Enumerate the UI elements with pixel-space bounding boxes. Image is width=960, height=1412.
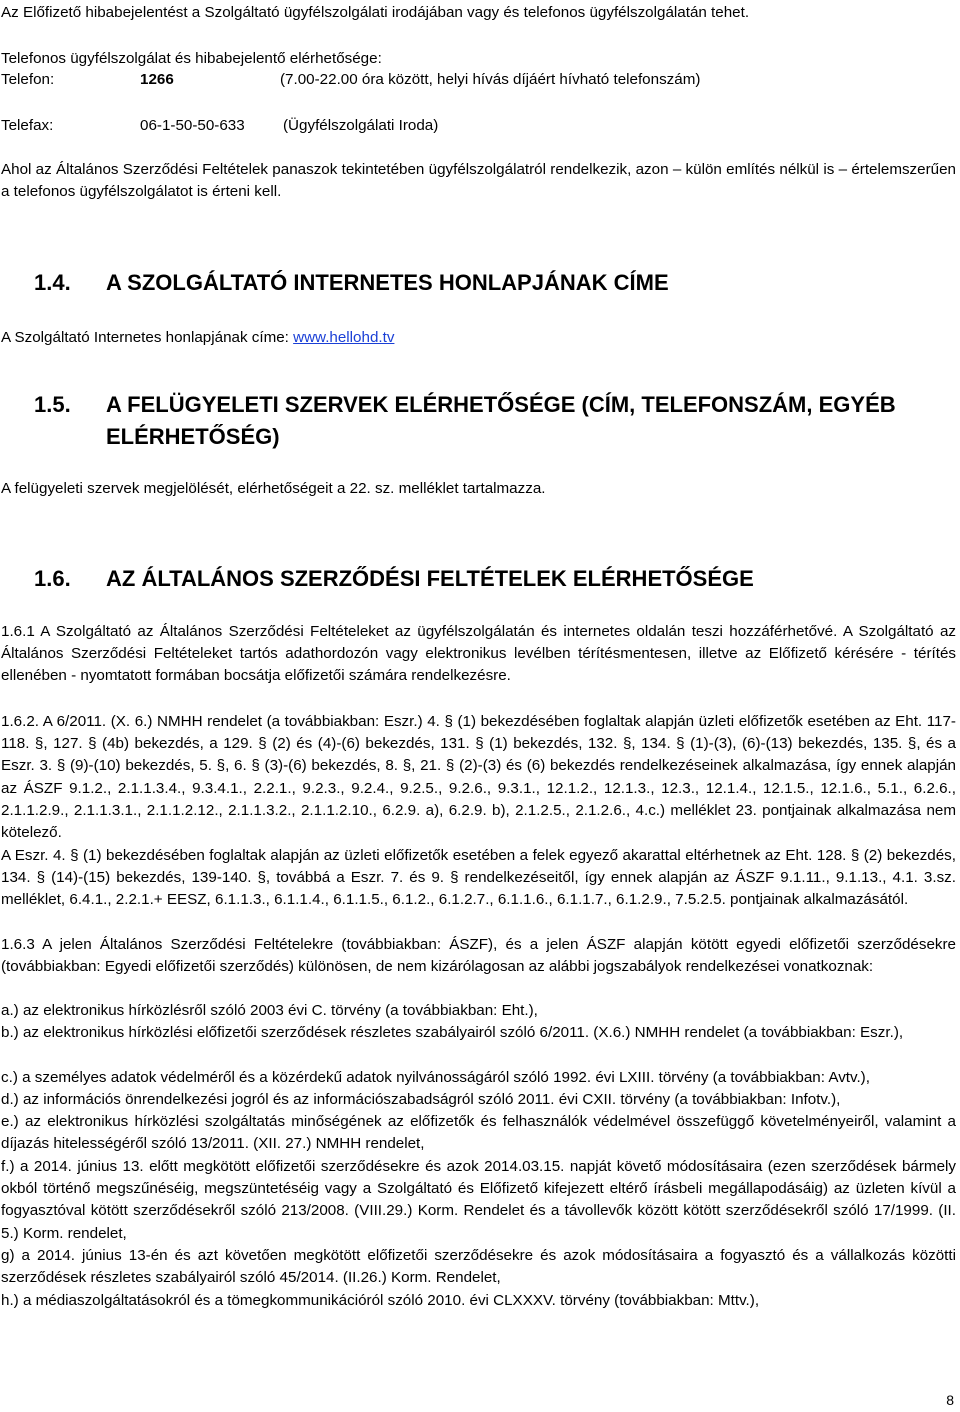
list-item: f.) a 2014. június 13. előtt megkötött előfizetői szerződésekre és azok 2014.03.15. napját követő módosításaira (ezen szerződések bármely okból történő megszűnéséig, megszüntetéséig vagy a Szolgáltató és Előfizető kifejezett eltérő írásbeli megállapodásáig) az üzleten kívül a fogyasztóval kötött szerződésekről szóló 213/2008. (VIII.29.) Korm. Rendelet és a távollevők között kötött szerződésekről szóló 17/1999. (II. 5.) Korm. rendelet, xyxy=(1,1158,956,1242)
section-heading-1-6 xyxy=(34,566,754,592)
section-heading-1-5 xyxy=(34,392,896,418)
list-item: c.) a személyes adatok védelméről és a közérdekű adatok nyilvánosságáról szóló 1992. évi LXIII. törvény (a továbbiakban: Avtv.), xyxy=(1,1069,870,1086)
homepage-line xyxy=(1,328,394,347)
paragraph-1-6-1: 1.6.1 A Szolgáltató az Általános Szerződési Feltételeket az ügyfélszolgálatán és internetes oldalán teszi hozzáférhetővé. A Szolgáltató az Általános Szerződési Feltételeket tartós adathordozón vagy elektronikus levélben térítésmentesen, illetve az Előfizető kérésére - térítés ellenében - nyomtatott formában bocsátja előfizetői számára rendelkezésre. xyxy=(1,623,956,685)
list-item: h.) a médiaszolgáltatásokról és a tömegkommunikációról szóló 2010. évi CLXXXV. törvény (továbbiakban: Mttv.), xyxy=(1,1292,760,1309)
paragraph-1-6-2: 1.6.2. A 6/2011. (X. 6.) NMHH rendelet (a továbbiakban: Eszr.) 4. § (1) bekezdésében foglaltak alapján üzleti előfizetők esetében az Eht. 117-118. §, 127. § (4b) bekezdés, a 129. § (2) és (4)-(6) bekezdés, 131. § (1) bekezdés, 132. §, 134. § (1)-(3), (6)-(13) bekezdés, 135. §, és a Eszr. 3. § (9)-(10) bekezdés, 5. §, 6. § (3)-(6) bekezdés, 8. §, 21. § (2)-(3) és (6) bekezdés rendelkezéseinek alkalmazása, így ennek alapján az ÁSZF 9.1.2., 2.1.1.3.4., 9.3.4.1., 2.2.1., 9.2.3., 9.2.4., 9.2.5., 9.2.6., 9.3.1., 12.1.2., 12.1.3., 12.3., 12.1.4., 12.1.5., 12.1.6., 5.1., 6.2.6., 2.1.1.2.9., 2.1.1.3.1., 2.1.1.2.12., 2.1.1.3.2., 2.1.1.2.10., 6.2.9. a), 6.2.9. b), 2.1.2.5., 2.1.2.6., 4.c.) melléklet 23. pontjainak alkalmazása nem kötelező. xyxy=(1,713,956,842)
fax-label: Telefax: xyxy=(1,117,54,134)
homepage-label: A Szolgáltató Internetes honlapjának címe: xyxy=(1,329,294,346)
contact-heading: Telefonos ügyfélszolgálat és hibabejelentő elérhetősége: xyxy=(1,50,382,67)
phone-row xyxy=(1,70,700,89)
homepage-link[interactable]: www.hellohd.tv xyxy=(293,329,395,346)
fax-note: (Ügyfélszolgálati Iroda) xyxy=(283,117,439,134)
section-number: 1.4. xyxy=(34,270,71,295)
supervisory-text: A felügyeleti szervek megjelölését, elérhetőségeit a 22. sz. melléklet tartalmazza. xyxy=(1,480,546,497)
paragraph-eszr: A Eszr. 4. § (1) bekezdésében foglaltak alapján az üzleti előfizetők esetében a felek egyező akarattal eltérhetnek az Eht. 128. § (2) bekezdés, 134. § (14)-(15) bekezdés, 139-140. §, továbbá a Eszr. 7. és 9. § rendelkezéseitől, így ennek alapján az ÁSZF 9.1.11., 9.1.13., 4.1. 3.sz. melléklet, 6.4.1., 2.2.1.+ EESZ, 6.1.1.3., 6.1.1.4., 6.1.1.5., 6.1.2., 6.1.2.7., 6.1.1.6., 6.1.1.7., 6.1.2.9., 7.5.2.5. pontjainak alkalmazásától. xyxy=(1,847,956,909)
section-title-continued: ELÉRHETŐSÉG) xyxy=(106,424,280,449)
section-title: A FELÜGYELETI SZERVEK ELÉRHETŐSÉGE (CÍM, TELEFONSZÁM, EGYÉB xyxy=(106,392,896,417)
phone-label: Telefon: xyxy=(1,71,55,88)
list-item: b.) az elektronikus hírközlési előfizetői szerződések részletes szabályairól szóló 6/2011. (X.6.) NMHH rendelet (a továbbiakban: Eszr.), xyxy=(1,1024,904,1041)
intro-line: Az Előfizető hibabejelentést a Szolgáltató ügyfélszolgálati irodájában vagy és telefonos ügyfélszolgálatán tehet. xyxy=(1,4,750,21)
complaint-paragraph: Ahol az Általános Szerződési Feltételek panaszok tekintetében ügyfélszolgálatról rendelkezik, azon – külön említés nélkül is – értelemszerűen a telefonos ügyfélszolgálatot is érteni kell. xyxy=(1,161,956,201)
section-number: 1.5. xyxy=(34,392,71,417)
fax-value: 06-1-50-50-633 xyxy=(140,117,245,134)
section-number: 1.6. xyxy=(34,566,71,591)
page-number: 8 xyxy=(946,1392,954,1408)
list-item: a.) az elektronikus hírközlésről szóló 2003 évi C. törvény (a továbbiakban: Eht.), xyxy=(1,1002,538,1019)
section-title: AZ ÁLTALÁNOS SZERZŐDÉSI FELTÉTELEK ELÉRHETŐSÉGE xyxy=(106,566,754,591)
section-heading-1-4 xyxy=(34,270,669,296)
list-item: g) a 2014. június 13-én és azt követően megkötött előfizetői szerződésekre és azok módosításaira a fogyasztó és a vállalkozás közötti szerződések részletes szabályairól szóló 45/2014. (II.26.) Korm. Rendelet, xyxy=(1,1247,956,1287)
list-item: e.) az elektronikus hírközlési szolgáltatás minőségének az előfizetők és felhasználók védelmével összefüggő követelményeiről, valamint a díjazás hitelességéről szóló 13/2011. (XII. 27.) NMHH rendelet, xyxy=(1,1113,956,1153)
section-title: A SZOLGÁLTATÓ INTERNETES HONLAPJÁNAK CÍME xyxy=(106,270,669,295)
list-item: d.) az információs önrendelkezési jogról és az információszabadságról szóló 2011. évi CXII. törvény (a továbbiakban: Infotv.), xyxy=(1,1091,841,1108)
phone-value: 1266 xyxy=(140,71,174,88)
paragraph-1-6-3: 1.6.3 A jelen Általános Szerződési Feltételekre (továbbiakban: ÁSZF), és a jelen ÁSZF alapján kötött egyedi előfizetői szerződésekre (továbbiakban: Egyedi előfizetői szerződés) különösen, de nem kizárólagosan az alábbi jogszabályok rendelkezései vonatkoznak: xyxy=(1,936,956,976)
phone-note: (7.00-22.00 óra között, helyi hívás díjáért hívható telefonszám) xyxy=(280,71,701,88)
fax-row xyxy=(1,116,438,135)
